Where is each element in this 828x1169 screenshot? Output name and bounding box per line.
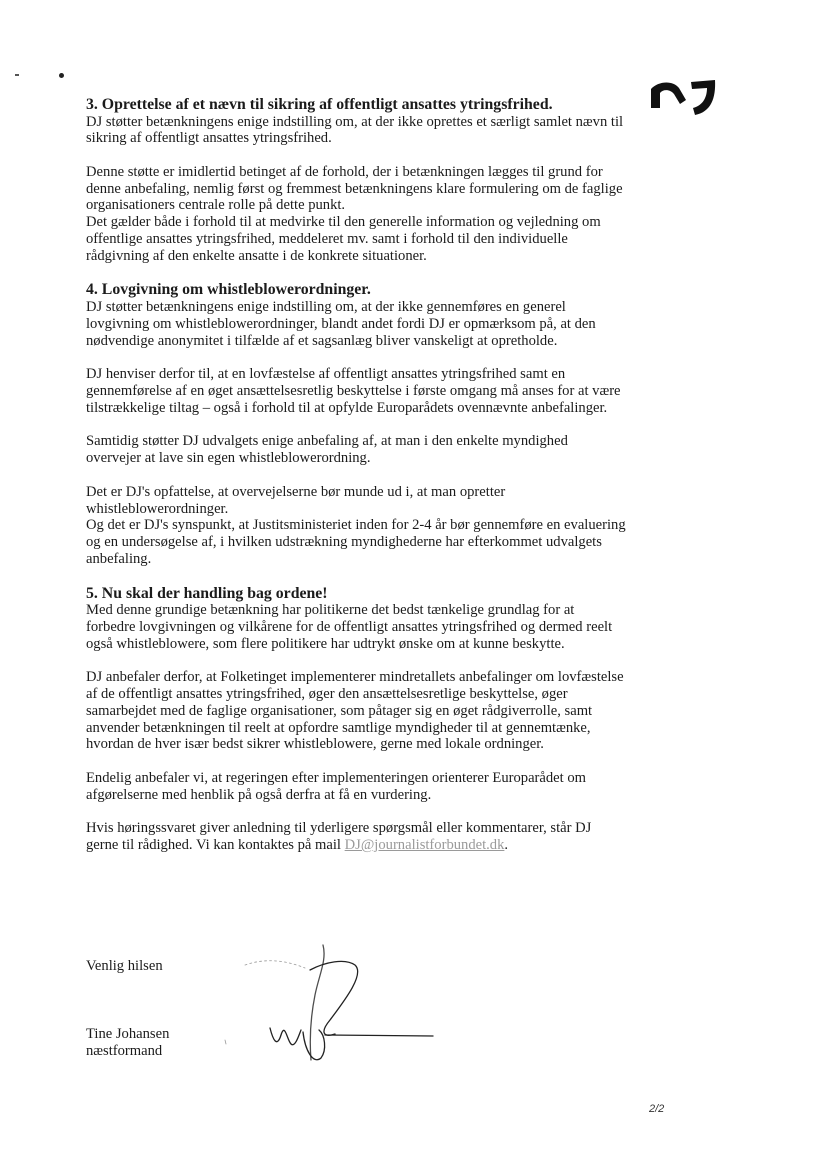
section-4-heading: 4. Lovgivning om whistleblowerordninger. — [86, 281, 371, 299]
scan-dot — [59, 73, 64, 78]
closing-greeting: Venlig hilsen — [86, 958, 163, 974]
section-3-paragraph-2: Denne støtte er imidlertid betinget af de forhold, der i betænkningen lægges til grund for denne anbefaling, nemlig først og fremmest betænkningens klare formulering om de faglige organisationers centrale rolle på dette punkt. — [86, 163, 623, 214]
scan-mark — [15, 74, 19, 76]
contact-suffix: . — [504, 837, 509, 854]
section-4-paragraph-3: Samtidig støtter DJ udvalgets enige anbefaling af, at man i den enkelte myndighed overvejer at lave sin egen whistleblowerordning. — [86, 433, 568, 467]
section-3-heading: 3. Oprettelse af et nævn til sikring af offentligt ansattes ytringsfrihed. — [86, 96, 553, 113]
section-3-paragraph-1: DJ støtter betænkningens enige indstilling om, at der ikke oprettes et særligt samlet nævn til sikring af offentligt ansattes ytringsfrihed. — [86, 113, 624, 147]
section-4-paragraph-2: DJ henviser derfor til, at en lovfæstelse af offentligt ansattes ytringsfrihed samt en gennemførelse af en øget ansættelsesretlig beskyttelse i første omgang må anses for at være tilstrækkelige tiltag – også i forhold til at opfylde Europarådets ovennævnte anbefalinger. — [86, 366, 621, 416]
section-3-paragraph-3: Det gælder både i forhold til at medvirke til den generelle information og vejledning om offentlige ansattes ytringsfrihed, meddeleret mv. samt i forhold til den individuelle rådgivning af den enkelte ansatte i de konkrete situationer. — [86, 214, 601, 264]
signer-name: Tine Johansen — [86, 1026, 170, 1042]
section-5-heading: 5. Nu skal der handling bag ordene! — [86, 584, 328, 602]
contact-text: Hvis høringssvaret giver anledning til yderligere spørgsmål eller kommentarer, står DJ gerne til rådighed. Vi kan kontaktes på mail — [86, 820, 592, 854]
section-5-paragraph-4 — [86, 820, 626, 854]
section-5-paragraph-1: Med denne grundige betænkning har politikerne det bedst tænkelige grundlag for at forbedre lovgivningen og vilkårene for de offentligt ansattes ytringsfrihed og dermed reelt også whistleblowere, som flere politikere har udtrykt ønske om at kunne beskytte. — [86, 602, 613, 652]
page-number: 2/2 — [649, 1103, 665, 1115]
contact-email-link[interactable]: DJ@journalistforbundet.dk — [344, 837, 505, 854]
signer-title: næstformand — [86, 1042, 163, 1059]
signer-block — [86, 1026, 169, 1060]
section-4-paragraph-4: Det er DJ's opfattelse, at overvejelserne bør munde ud i, at man opretter whistleblowerordninger. — [86, 483, 506, 517]
section-4-paragraph-5: Og det er DJ's synspunkt, at Justitsministeriet inden for 2-4 år bør gennemføre en evaluering og en undersøgelse af, i hvilken udstrækning myndighederne har efterkommet udvalgets anbefaling. — [86, 517, 626, 567]
section-5-paragraph-3: Endelig anbefaler vi, at regeringen efter implementeringen orienterer Europarådet om afgørelserne med henblik på også derfra at få en vurdering. — [86, 769, 587, 803]
letter-body — [86, 96, 626, 871]
handwritten-signature — [215, 940, 440, 1075]
section-5-paragraph-2: DJ anbefaler derfor, at Folketinget implementerer mindretallets anbefalinger om lovfæstelse af de offentligt ansattes ytringsfrihed, øger den ansættelsesretlige beskyttelse, øger samarbejdet med de faglige organisationer, som påtager sig en øget rådgiverrolle, samt anvender betænkningen til reelt at opfordre samtlige myndigheder til at gennemtænke, hvordan de hver især bedst sikrer whistleblowere, gerne med lokale ordninger. — [86, 669, 624, 753]
section-4-paragraph-1: DJ støtter betænkningens enige indstilling om, at der ikke gennemføres en generel lovgivning om whistleblowerordninger, blandt andet fordi DJ er opmærksom på, at den nødvendige anonymitet i tilfælde af et sagsanlæg bliver vanskeligt at opretholde. — [86, 298, 596, 349]
dj-logo-icon — [651, 78, 717, 124]
